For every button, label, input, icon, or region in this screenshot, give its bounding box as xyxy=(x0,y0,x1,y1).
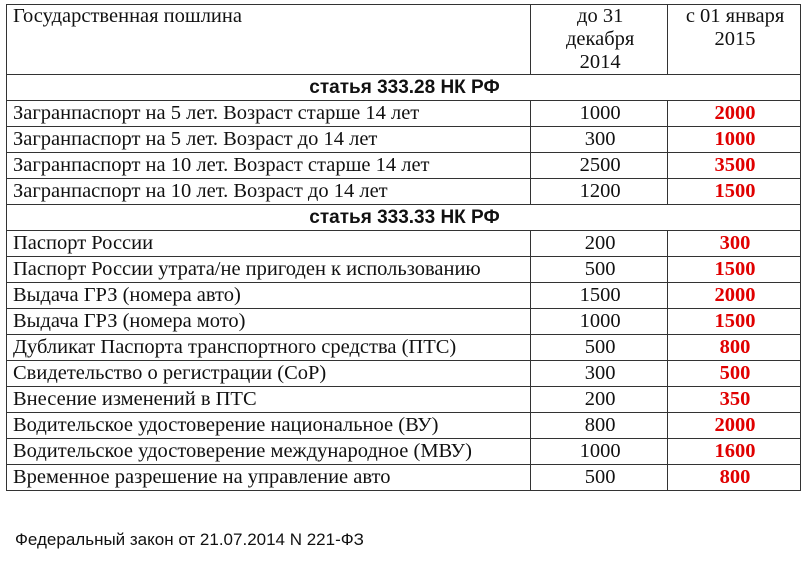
table-row xyxy=(7,257,801,283)
fee-name: Дубликат Паспорта транспортного средства (ПТС) xyxy=(7,335,531,361)
fee-name: Свидетельство о регистрации (СоР) xyxy=(7,361,531,387)
header-before-line: декабря xyxy=(565,28,635,50)
fees-body xyxy=(7,75,801,491)
fee-from-2015: 1500 xyxy=(668,257,801,283)
table-row xyxy=(7,283,801,309)
table-row xyxy=(7,153,801,179)
table-row xyxy=(7,127,801,153)
fee-before-2015: 2500 xyxy=(531,153,668,179)
table-row xyxy=(7,231,801,257)
fee-from-2015: 1000 xyxy=(668,127,801,153)
fee-name: Загранпаспорт на 10 лет. Возраст до 14 лет xyxy=(7,179,531,205)
table-row xyxy=(7,335,801,361)
fee-from-2015: 350 xyxy=(668,387,801,413)
fee-before-2015: 1000 xyxy=(531,101,668,127)
table-row xyxy=(7,309,801,335)
table-row xyxy=(7,413,801,439)
fee-before-2015: 200 xyxy=(531,387,668,413)
fee-name: Внесение изменений в ПТС xyxy=(7,387,531,413)
header-before-line: 2014 xyxy=(579,51,621,73)
fee-name: Выдача ГРЗ (номера авто) xyxy=(7,283,531,309)
fee-name: Водительское удостоверение национальное (ВУ) xyxy=(7,413,531,439)
header-duty: Государственная пошлина xyxy=(7,5,531,75)
fee-from-2015: 1600 xyxy=(668,439,801,465)
fee-from-2015: 800 xyxy=(668,335,801,361)
header-from-line: 2015 xyxy=(714,28,756,50)
header-before-line: до 31 xyxy=(577,5,624,27)
fee-name: Паспорт России xyxy=(7,231,531,257)
table-row xyxy=(7,465,801,491)
fee-name: Временное разрешение на управление авто xyxy=(7,465,531,491)
header-from-line: с 01 января xyxy=(685,5,785,27)
fee-before-2015: 500 xyxy=(531,257,668,283)
header-before-2015 xyxy=(531,5,668,75)
footer-law-reference: Федеральный закон от 21.07.2014 N 221-ФЗ xyxy=(15,530,364,549)
section-title: статья 333.28 НК РФ xyxy=(7,75,801,101)
header-from-2015 xyxy=(668,5,801,75)
fee-name: Загранпаспорт на 10 лет. Возраст старше 14 лет xyxy=(7,153,531,179)
section-row xyxy=(7,205,801,231)
header-row xyxy=(7,5,801,75)
fee-from-2015: 300 xyxy=(668,231,801,257)
fee-name: Водительское удостоверение международное (МВУ) xyxy=(7,439,531,465)
fee-from-2015: 1500 xyxy=(668,179,801,205)
fees-table xyxy=(6,4,801,491)
fee-from-2015: 2000 xyxy=(668,413,801,439)
fee-before-2015: 1200 xyxy=(531,179,668,205)
table-row xyxy=(7,361,801,387)
fee-name: Загранпаспорт на 5 лет. Возраст до 14 лет xyxy=(7,127,531,153)
fee-from-2015: 2000 xyxy=(668,101,801,127)
fee-before-2015: 300 xyxy=(531,127,668,153)
fee-before-2015: 300 xyxy=(531,361,668,387)
table-row xyxy=(7,101,801,127)
fee-before-2015: 200 xyxy=(531,231,668,257)
fee-from-2015: 3500 xyxy=(668,153,801,179)
fee-name: Загранпаспорт на 5 лет. Возраст старше 14 лет xyxy=(7,101,531,127)
section-title: статья 333.33 НК РФ xyxy=(7,205,801,231)
fee-before-2015: 1000 xyxy=(531,309,668,335)
fee-from-2015: 1500 xyxy=(668,309,801,335)
fee-name: Паспорт России утрата/не пригоден к использованию xyxy=(7,257,531,283)
fee-from-2015: 500 xyxy=(668,361,801,387)
section-row xyxy=(7,75,801,101)
table-row xyxy=(7,439,801,465)
fee-name: Выдача ГРЗ (номера мото) xyxy=(7,309,531,335)
fee-before-2015: 800 xyxy=(531,413,668,439)
fee-from-2015: 800 xyxy=(668,465,801,491)
fee-before-2015: 1500 xyxy=(531,283,668,309)
fee-before-2015: 500 xyxy=(531,335,668,361)
table-row xyxy=(7,387,801,413)
fee-before-2015: 500 xyxy=(531,465,668,491)
table-row xyxy=(7,179,801,205)
fee-from-2015: 2000 xyxy=(668,283,801,309)
fee-before-2015: 1000 xyxy=(531,439,668,465)
